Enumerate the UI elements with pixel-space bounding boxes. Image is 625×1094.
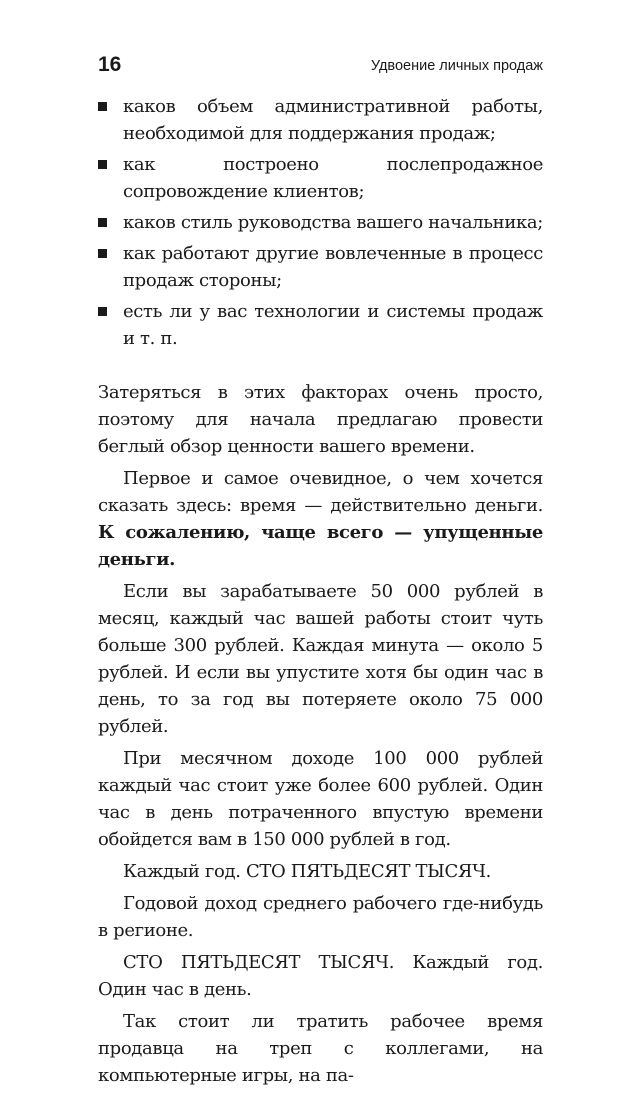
- list-item-text: есть ли у вас технологии и системы продаж и т. п.: [123, 301, 543, 349]
- running-title: Удвоение личных продаж: [370, 58, 543, 74]
- square-bullet-icon: [98, 218, 107, 227]
- paragraph: При месячном доходе 100 000 рублей каждый час стоит уже более 600 рублей. Один час в день потраченного впустую времени обойдется вам в 150 000 рублей в год.: [98, 748, 543, 850]
- list-item-text: каков стиль руководства вашего начальника;: [123, 212, 543, 233]
- list-item: [98, 151, 543, 205]
- body-text: [98, 379, 543, 1089]
- paragraph: Каждый год. СТО ПЯТЬДЕСЯТ ТЫСЯЧ.: [123, 861, 492, 882]
- square-bullet-icon: [98, 102, 107, 111]
- paragraph: [98, 465, 543, 573]
- bold-emphasis: К сожалению, чаще всего — упущенные деньги.: [98, 522, 543, 570]
- list-item-text: каков объем административной работы, необходимой для поддержания продаж;: [123, 96, 543, 144]
- square-bullet-icon: [98, 160, 107, 169]
- page-content: [98, 93, 543, 1094]
- page-number: 16: [98, 53, 122, 76]
- paragraph: Затеряться в этих факторах очень просто, поэтому для начала предлагаю провести беглый обзор ценности вашего времени.: [98, 382, 543, 457]
- paragraph: Если вы зарабатываете 50 000 рублей в месяц, каждый час вашей работы стоит чуть больше 300 рублей. Каждая минута — около 5 рублей. И если вы упустите хотя бы один час в день, то за год вы потеряете около 75 000 рублей.: [98, 581, 543, 737]
- square-bullet-icon: [98, 307, 107, 316]
- list-item-text: как построено послепродажное сопровождение клиентов;: [123, 154, 543, 202]
- paragraph: Годовой доход среднего рабочего где-нибудь в регионе.: [98, 893, 543, 941]
- page-header: [98, 52, 543, 82]
- list-item: [98, 209, 543, 236]
- paragraph-text: Первое и самое очевидное, о чем хочется сказать здесь: время — действительно деньги.: [98, 468, 543, 516]
- paragraph: Так стоит ли тратить рабочее время продавца на треп с коллегами, на компьютерные игры, на па-: [98, 1011, 543, 1086]
- square-bullet-icon: [98, 249, 107, 258]
- list-item: [98, 240, 543, 294]
- list-item: [98, 298, 543, 352]
- list-item: [98, 93, 543, 147]
- list-item-text: как работают другие вовлеченные в процесс продаж стороны;: [123, 243, 543, 291]
- paragraph: СТО ПЯТЬДЕСЯТ ТЫСЯЧ. Каждый год. Один час в день.: [98, 952, 543, 1000]
- bullet-list: [98, 93, 543, 352]
